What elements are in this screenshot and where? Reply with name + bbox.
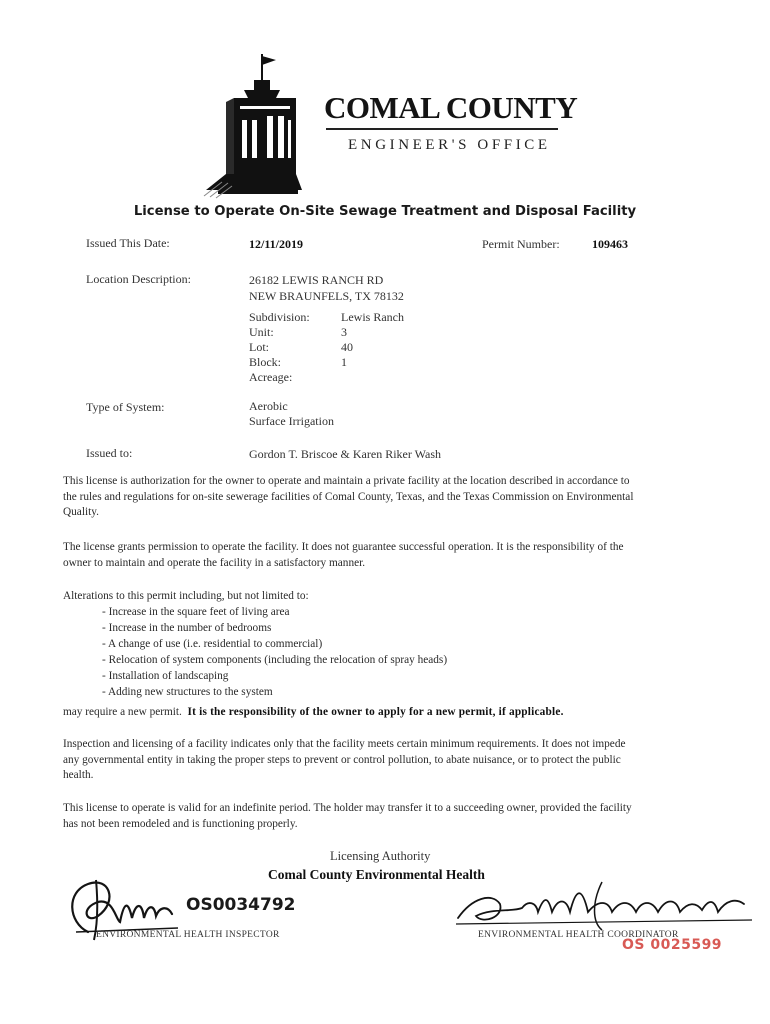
coordinator-title: ENVIRONMENTAL HEALTH COORDINATOR [478,930,679,940]
validity-paragraph: This license to operate is valid for an indefinite period. The holder may transfer it to a succeeding owner, provided the facility has not been remodeled and is functioning properly. [63,802,632,830]
authorization-paragraph: This license is authorization for the owner to operate and maintain a private facility at the location described in accordance to the rules and regulations for on-site sewerage facilities of Comal County, Texas, and the Texas Commission on Environmental Quality. [63,475,634,519]
list-item: - A change of use (i.e. residential to commercial) [102,638,323,651]
system-subtype-value: Surface Irrigation [249,414,334,428]
alterations-list [102,604,447,701]
system-type-label: Type of System: [86,400,165,414]
lot-value: 40 [341,340,353,354]
inspector-title: ENVIRONMENTAL HEALTH INSPECTOR [96,930,280,940]
lot-label: Lot: [249,340,269,354]
inspector-license-number: OS0034792 [186,895,296,915]
block-label: Block: [249,355,281,369]
block-value: 1 [341,355,347,369]
document-title: License to Operate On-Site Sewage Treatment and Disposal Facility [133,204,637,219]
permit-number-value: 109463 [592,237,628,251]
unit-label: Unit: [249,325,274,339]
inspection-paragraph: Inspection and licensing of a facility indicates only that the facility meets certain minimum requirements. It does not impede any governmental entity in taking the proper steps to prevent or control pollution, to abate nuisance, or to protect the public health. [63,738,626,782]
unit-value: 3 [341,325,347,339]
issued-to-label: Issued to: [86,446,133,460]
licensing-authority-label: Licensing Authority [330,849,431,863]
list-item: - Adding new structures to the system [102,686,273,699]
coordinator-signature-icon [452,878,764,934]
subdivision-value: Lewis Ranch [341,310,404,324]
address-line-1: 26182 LEWIS RANCH RD [249,273,384,287]
acreage-label: Acreage: [249,370,293,384]
department-name: ENGINEER'S OFFICE [348,137,551,153]
address-line-2: NEW BRAUNFELS, TX 78132 [249,289,404,303]
alterations-outro [63,705,703,721]
licensing-authority-name: Comal County Environmental Health [268,867,485,882]
coordinator-license-stamp: OS 0025599 [622,937,723,953]
list-item: - Relocation of system components (including the relocation of spray heads) [102,654,448,667]
issued-to-value: Gordon T. Briscoe & Karen Riker Wash [249,447,441,461]
location-label: Location Description: [86,272,191,286]
list-item: - Increase in the square feet of living area [102,606,290,618]
subdivision-label: Subdivision: [249,310,310,324]
list-item: - Installation of landscaping [102,670,229,683]
courthouse-logo-icon [196,50,316,200]
alterations-outro-text: may require a new permit. [63,706,182,718]
responsibility-emphasis: It is the responsibility of the owner to apply for a new permit, if applicable. [187,706,564,718]
issued-date-label: Issued This Date: [86,236,170,250]
issued-date-value: 12/11/2019 [249,237,304,251]
alterations-intro: Alterations to this permit including, but not limited to: [63,590,309,602]
letterhead-divider [326,128,558,130]
org-name: COMAL COUNTY [324,90,578,125]
permit-number-label: Permit Number: [482,237,560,251]
list-item: - Increase in the number of bedrooms [102,622,272,635]
system-type-value: Aerobic [249,399,288,413]
permission-paragraph: The license grants permission to operate the facility. It does not guarantee successful operation. It is the responsibility of the owner to maintain and operate the facility in a satisfactory manner. [63,541,624,569]
